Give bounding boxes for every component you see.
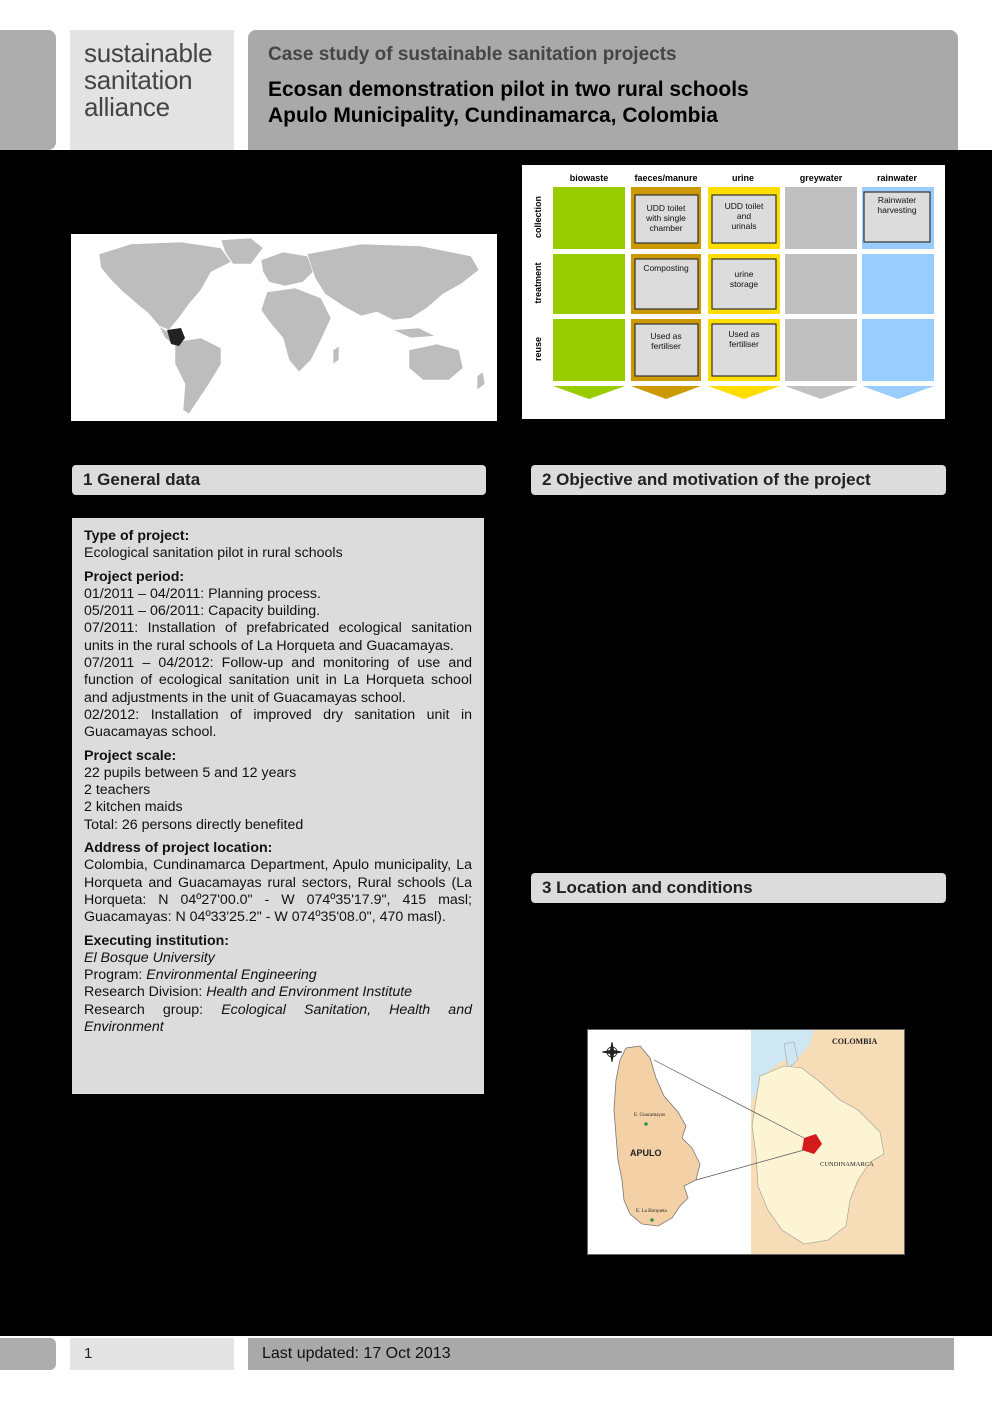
logo-line-1: sustainable (84, 38, 213, 68)
period-line-2: 05/2011 – 06/2011: Capacity building. (84, 603, 321, 620)
guacamayas-label: E. Guacamayas (634, 1113, 666, 1118)
la-horqueta-label: E. La Horqueta (636, 1209, 667, 1214)
row-reuse: reuse (533, 336, 543, 362)
cell-urine-collection-2: and (736, 211, 752, 221)
section-general-data-heading (72, 465, 486, 495)
col-faeces: faeces/manure (634, 173, 698, 183)
document-subtitle: Case study of sustainable sanitation projects (268, 44, 677, 65)
scale-line-1: 22 pupils between 5 and 12 years (84, 764, 297, 781)
last-updated: Last updated: 17 Oct 2013 (262, 1345, 451, 1362)
cell-rain-collection-2: harvesting (877, 205, 917, 215)
footer-updated-box (248, 1338, 954, 1370)
group-line (84, 1002, 472, 1037)
scale-line-2: 2 teachers (84, 782, 151, 799)
header-title-box (248, 30, 958, 150)
program-line (84, 967, 472, 984)
cell-faeces-collection-2: with single (646, 213, 686, 223)
cell-urine-reuse-2: fertiliser (729, 339, 759, 349)
cell-urine-collection-3: urinals (731, 221, 757, 231)
col-biowaste: biowaste (569, 173, 609, 183)
cundinamarca-label: CUNDINAMARCA (820, 1161, 874, 1168)
colombia-label: COLOMBIA (832, 1037, 878, 1046)
section-3-title: 3 Location and conditions (542, 878, 753, 897)
logo-line-3: alliance (84, 92, 170, 122)
world-map-graphic (71, 234, 497, 421)
document-title-line-1: Ecosan demonstration pilot in two rural schools (268, 78, 749, 101)
type-label: Type of project: (84, 528, 190, 544)
apulo-label: APULO (630, 1148, 662, 1158)
cell-faeces-treatment: Composting (643, 263, 689, 273)
col-rainwater: rainwater (876, 173, 918, 183)
col-urine: urine (731, 173, 755, 183)
type-value: Ecological sanitation pilot in rural schools (84, 545, 343, 562)
cell-faeces-reuse-2: fertiliser (651, 341, 681, 351)
division-prefix: Research Division: (84, 984, 207, 1001)
row-treatment: treatment (533, 262, 543, 304)
la-horqueta-dot (650, 1218, 654, 1222)
sanitation-system-matrix (522, 165, 945, 419)
period-line-5: 02/2012: Installation of improved dry sanitation unit in Guacamayas school. (84, 706, 472, 741)
cell-urine-collection-1: UDD toilet (724, 201, 764, 211)
world-map (71, 234, 497, 421)
group-value: Ecological Sanitation, Health and Environment (84, 1001, 472, 1036)
cell-faeces-collection-1: UDD toilet (646, 203, 686, 213)
cell-urine-treatment-2: storage (729, 279, 759, 289)
document-title-line-2: Apulo Municipality, Cundinamarca, Colombia (268, 104, 718, 127)
program-prefix: Program: (84, 967, 147, 984)
period-label: Project period: (84, 568, 185, 585)
header-left-bar (0, 30, 56, 150)
location-map-graphic (588, 1030, 904, 1254)
address-value: Colombia, Cundinamarca Department, Apulo municipality, La Horqueta and Guacamayas rural sectors, Rural schools (La Horqueta: N 04º27'00.0" - W 074º35'17.9", 415 masl; Guacamayas: N 04º33'25.2" - W 074º35'08.0", 470 masl). (84, 857, 472, 926)
scale-label: Project scale: (84, 747, 177, 764)
exec-name: El Bosque University (84, 949, 215, 966)
section-1-title: 1 General data (83, 470, 201, 489)
division-line (84, 984, 472, 1001)
footer-left-bar (0, 1338, 56, 1370)
footer-page-box (70, 1338, 234, 1370)
matrix-graphic (522, 165, 945, 419)
section-objective-heading (531, 465, 946, 495)
location-map (587, 1029, 905, 1255)
col-greywater: greywater (799, 173, 843, 183)
division-value: Health and Environment Institute (206, 984, 413, 1001)
sanitation-alliance-logo (70, 30, 234, 150)
scale-line-3: 2 kitchen maids (84, 799, 183, 816)
section-2-title: 2 Objective and motivation of the project (542, 470, 871, 489)
group-prefix: Research group: (84, 1001, 222, 1018)
cell-urine-reuse-1: Used as (728, 329, 760, 339)
row-collection: collection (533, 195, 543, 239)
general-data-box (72, 518, 484, 1094)
period-line-4: 07/2011 – 04/2012: Follow-up and monitoring of use and function of ecological sanitation unit in La Horqueta school and adjustments in the unit of Guacamayas school. (84, 655, 472, 706)
cell-faeces-reuse-1: Used as (650, 331, 682, 341)
logo-line-2: sanitation (84, 65, 193, 95)
period-line-3: 07/2011: Installation of prefabricated ecological sanitation units in the rural schools of La Horqueta and Guacamayas. (84, 620, 472, 654)
address-label: Address of project location: (84, 840, 273, 857)
cell-faeces-collection-3: chamber (649, 223, 683, 233)
cell-rain-collection-1: Rainwater (877, 195, 917, 205)
page-number: 1 (84, 1345, 93, 1362)
exec-label: Executing institution: (84, 932, 230, 949)
cell-urine-treatment-1: urine (734, 269, 754, 279)
scale-line-4: Total: 26 persons directly benefited (84, 816, 304, 833)
guacamayas-dot (644, 1122, 648, 1126)
program-value: Environmental Engineering (146, 967, 317, 984)
period-line-1: 01/2011 – 04/2011: Planning process. (84, 585, 321, 602)
section-location-heading (531, 873, 946, 903)
